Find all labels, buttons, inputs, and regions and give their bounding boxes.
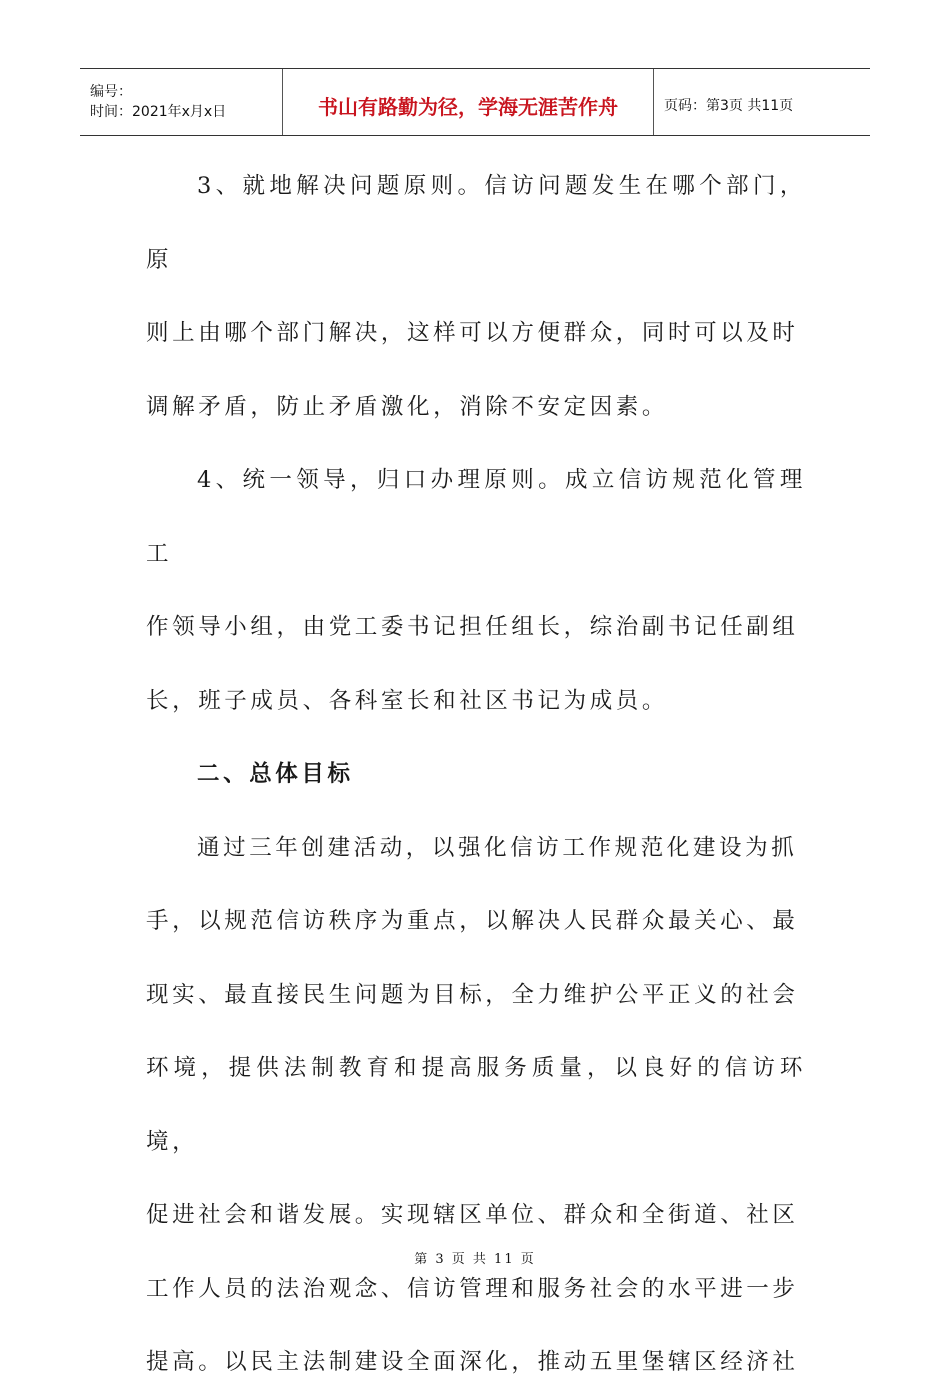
text-line: 调解矛盾，防止矛盾激化，消除不安定因素。 (146, 393, 669, 420)
header-motto: 书山有路勤为径，学海无涯苦作舟 (318, 94, 618, 119)
text-line: 作领导小组，由党工委书记担任组长，综治副书记任副组 (146, 614, 799, 640)
document-number-label: 编号： (90, 84, 132, 100)
text-line: 通过三年创建活动，以强化信访工作规范化建设为抓 (197, 834, 798, 861)
text-line: 工作人员的法治观念、信访管理和服务社会的水平进一步 (146, 1275, 799, 1302)
text-line: 环境，提供法制教育和提高服务质量，以良好的信访环境， (146, 1055, 806, 1155)
header-page-info: 页码：第3页 共11页 (664, 98, 794, 114)
text-line: 4、统一领导，归口办理原则。成立信访规范化管理工 (146, 467, 806, 567)
header-meta (80, 69, 282, 135)
text-line: 现实、最直接民生问题为目标，全力维护公平正义的社会 (146, 981, 799, 1008)
text-line: 3、就地解决问题原则。信访问题发生在哪个部门，原 (146, 173, 806, 273)
page-header (80, 68, 870, 136)
text-line: 则上由哪个部门解决，这样可以方便群众，同时可以及时 (146, 320, 799, 346)
text-line: 提高。以民主法制建设全面深化，推动五里堡辖区经济社 (146, 1349, 799, 1375)
document-time-label: 时间：2021年x月x日 (90, 104, 227, 120)
text-line: 手，以规范信访秩序为重点，以解决人民群众最关心、最 (146, 908, 799, 934)
paragraph-overall-goal (146, 812, 806, 1400)
header-page-cell (654, 69, 870, 135)
text-line: 促进社会和谐发展。实现辖区单位、群众和全街道、社区 (146, 1202, 799, 1228)
page-footer: 第 3 页 共 11 页 (414, 1252, 536, 1267)
section-heading: 二、总体目标 (197, 761, 354, 787)
paragraph-principle-3 (146, 150, 806, 444)
text-line: 长，班子成员、各科室长和社区书记为成员。 (146, 687, 669, 714)
document-body (146, 150, 806, 1400)
paragraph-principle-4 (146, 444, 806, 738)
header-motto-cell (282, 69, 654, 135)
